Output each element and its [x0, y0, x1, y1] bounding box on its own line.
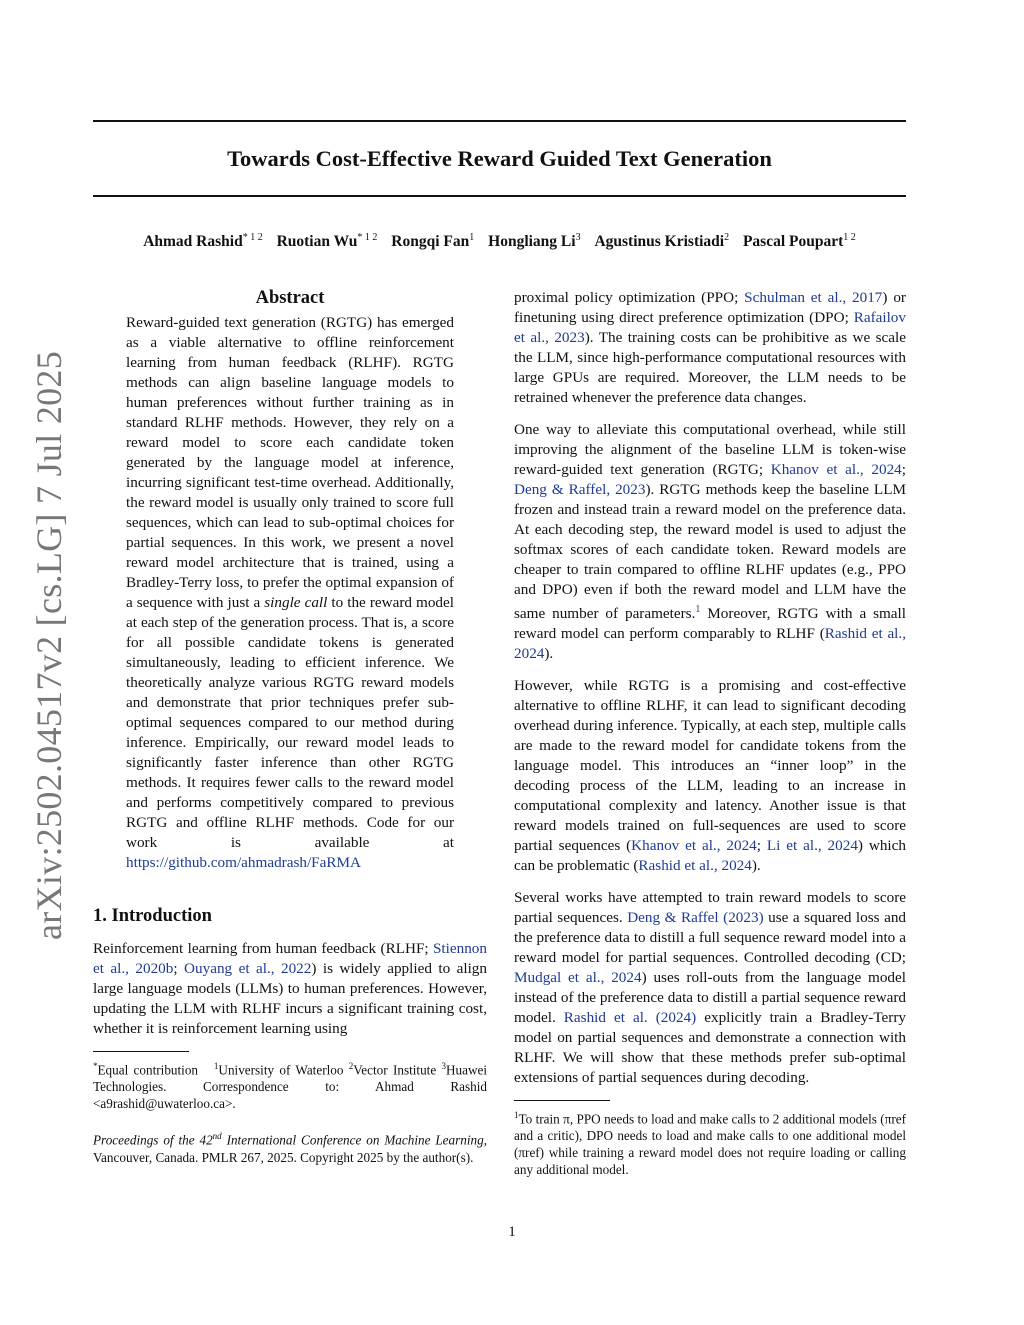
section-heading: 1. Introduction	[93, 906, 212, 926]
footnote: $^1$To train π, PPO needs to load and make calls to 2 additional models (πref and a critic), DPO needs to load and make calls to one additional model (πref) while training a reward model does not require loading or calling any additional model.	[514, 1110, 906, 1178]
footnote-ref[interactable]: 1	[695, 604, 701, 615]
top-rule	[93, 120, 906, 122]
body-paragraph: proximal policy optimization (PPO; Schulman et al., 2017) or finetuning using direct preference optimization (DPO; Rafailov et al., 2023). The training costs can be prohibitive as we scale the LLM, since high-performance computational resources with large GPUs are required. Moreover, the LLM needs to be retrained whenever the preference data changes.	[514, 289, 906, 406]
citation-link[interactable]: Rashid et al., 2024	[638, 857, 752, 875]
abstract-body: Reward-guided text generation (RGTG) has emerged as a viable alternative to offline reinforcement learning from human feedback (RLHF). RGTG methods can align baseline language models to human preferences without further training as in standard RLHF methods. However, they rely on a reward model to score each candidate token generated by the language model at inference, incurring significant test-time overhead. Additionally, the reward model is usually only trained to score full sequences, which can lead to sub-optimal choices for partial sequences. In this work, we present a novel reward model architecture that is trained, using a Bradley-Terry loss, to prefer the optimal expansion of a sequence with just a single call to the reward model at each step of the generation process. That is, a score for all possible candidate tokens is generated simultaneously, leading to efficient inference. We theoretically analyze various RGTG reward models and demonstrate that prior techniques prefer sub-optimal sequences compared to our method during inference. Empirically, our reward model leads to significantly faster inference than other RGTG methods. It requires fewer calls to the reward model and performs competitively compared to previous RGTG and offline RLHF methods. Code for our work is available at https://github.com/ahmadrash/FaRMA	[126, 314, 454, 871]
citation-link[interactable]: Li et al., 2024	[766, 837, 858, 855]
citation-link[interactable]: Rashid et al. (2024)	[563, 1009, 697, 1027]
body-paragraph: Several works have attempted to train reward models to score partial sequences. Deng & Raffel (2023) use a squared loss and the preference data to distill a full sequence reward model into a reward model for partial sequences. Controlled decoding (CD; Mudgal et al., 2024) uses roll-outs from the language model instead of the preference data to distill a partial sequence reward model. Rashid et al. (2024) explicitly train a Bradley-Terry model on partial sequences and demonstrate a connection with RLHF. We will show that these methods prefer sub-optimal extensions of partial sequences during decoding.	[514, 889, 907, 1087]
citation-link[interactable]: Khanov et al., 2024	[631, 837, 757, 855]
proceedings-note: Proceedings of the 42nd International Conference on Machine Learning, Vancouver, Canada. PMLR 267, 2025. Copyright 2025 by the author(s).	[93, 1131, 487, 1165]
paper-title: Towards Cost-Effective Reward Guided Text Generation	[227, 146, 772, 171]
page-number: 1	[508, 1224, 516, 1240]
citation-link[interactable]: Mudgal et al., 2024	[514, 969, 642, 987]
author: Rongqi Fan$^1$	[391, 232, 475, 251]
citation-link[interactable]: Rashid et al., 2024	[514, 625, 906, 663]
left-column	[93, 288, 487, 1166]
author-list	[93, 232, 906, 251]
code-link[interactable]: https://github.com/ahmadrash/FaRMA	[126, 854, 361, 871]
author: Ruotian $Wu^{* 1 2}$	[276, 232, 378, 251]
citation-link[interactable]: Ouyang et al., 2022	[184, 960, 312, 977]
arxiv-watermark: arXiv:2502.04517v2 [cs.LG] 7 Jul 2025	[29, 350, 69, 940]
author: Hongliang Li$^3$	[488, 232, 581, 251]
right-column	[514, 288, 906, 1178]
body-paragraph: One way to alleviate this computational overhead, while still improving the alignment of the baseline LLM is token-wise reward-guided text generation (RGTG; Khanov et al., 2024; Deng & Raffel, 2023). RGTG methods keep the baseline LLM frozen and instead train a reward model on the preference data. At each decoding step, the reward model is used to adjust the softmax scores of each candidate token. Reward models are cheaper to train compared to offline RLHF updates (e.g., PPO and DPO) even if both the reward model and LLM have the same number of parameters.$^1$ Moreover, RGTG with a small reward model can perform comparably to RLHF (Rashid et al., 2024).	[514, 421, 906, 663]
citation-link[interactable]: Khanov et al., 2024	[770, 461, 902, 478]
citation-link[interactable]: Stiennon et al., 2020b	[93, 940, 487, 977]
intro-paragraph: Reinforcement learning from human feedback (RLHF; Stiennon et al., 2020b; Ouyang et al., 2022) is widely applied to align large language models (LLMs) to human preferences. However, updating the LLM with RLHF incurs a significant training cost, whether it is reinforcement learning using	[93, 940, 487, 1037]
citation-link[interactable]: Rafailov et al., 2023	[514, 309, 906, 346]
author: Ahmad Rashid$^{* 1 2}$	[143, 232, 263, 251]
affiliation-footnote: *Equal contribution $^1$University of Waterloo $^2$Vector Institute $^3$Huawei Technologies. Correspondence to: Ahmad Rashid <a9rashid@uwaterloo.ca>.	[93, 1061, 487, 1112]
author: Pascal Poupart$^{1 2}$	[742, 232, 856, 251]
abstract-heading: Abstract	[255, 288, 325, 308]
title-rule	[93, 195, 906, 197]
footnote-rule	[514, 1100, 610, 1101]
footnote-rule	[93, 1051, 189, 1052]
citation-link[interactable]: Deng & Raffel, 2023	[514, 481, 646, 498]
body-paragraph: However, while RGTG is a promising and cost-effective alternative to offline RLHF, it can lead to significant decoding overhead during inference. Typically, at each step, multiple calls are made to the reward model for candidate tokens from the language model. This introduces an “inner loop” in the decoding process of the LLM, leading to an increase in computational complexity and latency. Another issue is that reward models trained on full-sequences are used to score partial sequences (Khanov et al., 2024; Li et al., 2024) which can be problematic (Rashid et al., 2024).	[514, 677, 906, 875]
citation-link[interactable]: Schulman et al., 2017	[744, 289, 883, 306]
author: Agustinus Kristiadi$^2$	[594, 232, 730, 251]
citation-link[interactable]: Deng & Raffel (2023)	[627, 909, 764, 927]
abstract-emphasis: single call	[264, 594, 328, 611]
